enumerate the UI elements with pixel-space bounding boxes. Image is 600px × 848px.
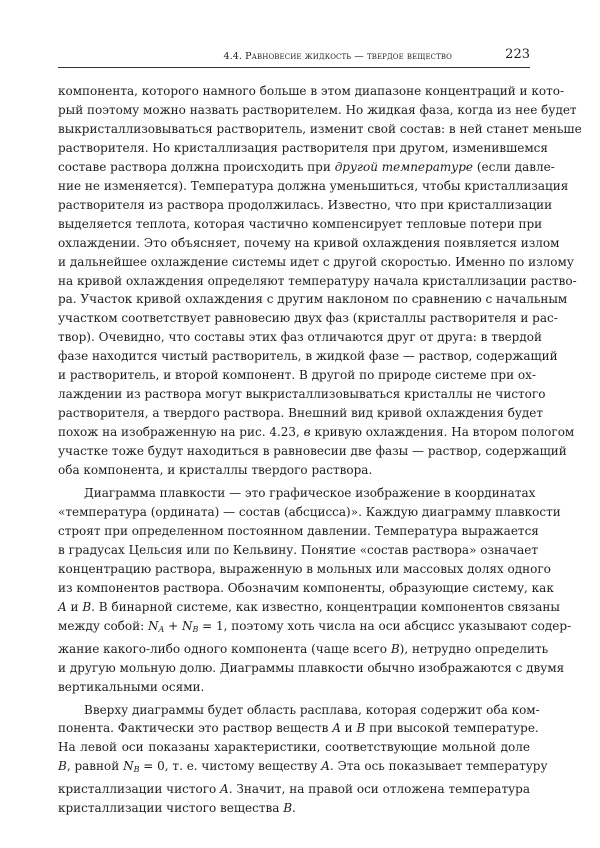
- text-line: строят при определенном постоянном давлении. Температура выражается: [58, 523, 539, 538]
- running-header: [58, 47, 530, 67]
- text-line: ние не изменяется). Температура должна уменьшиться, чтобы кристаллизация: [58, 178, 569, 193]
- text-line: кристаллизации чистого A. Значит, на правой оси отложена температура: [58, 782, 530, 797]
- text-line: Вверху диаграммы будет область расплава, которая содержит оба ком-: [84, 702, 540, 717]
- text-line: компонента, которого намного больше в этом диапазоне концентраций и кото-: [58, 84, 565, 98]
- text-line: выделяется теплота, которая частично компенсирует тепловые потери при: [58, 216, 543, 231]
- text-line: между собой: $N_A + N_B = 1$, поэтому хоть числа на оси абсцисс указывают содер-: [58, 618, 572, 634]
- text-line: растворителя из раствора продолжилась. Известно, что при кристаллизации: [58, 197, 553, 212]
- section-title: 4.4. Равновесие жидкость — твердое вещество: [223, 51, 452, 62]
- page-number: 223: [505, 47, 530, 62]
- text-line: и дальнейшее охлаждение системы идет с другой скоростью. Именно по излому: [58, 254, 574, 269]
- text-line: на кривой охлаждения определяют температуру начала кристаллизации раство-: [58, 273, 577, 288]
- text-line: твор). Очевидно, что составы этих фаз отличаются друг от друга: в твердой: [58, 330, 542, 345]
- text-line: участком соответствует равновесию двух фаз (кристаллы растворителя и рас-: [58, 311, 558, 326]
- text-line: B, равной $N_B = 0$, т. е. чистому веществу A. Эта ось показывает температуру: [58, 759, 548, 775]
- text-line: похож на изображенную на рис. 4.23, в кривую охлаждения. На втором пологом: [58, 425, 575, 440]
- text-line: На левой оси показаны характеристики, соответствующие мольной доле: [58, 740, 530, 755]
- text-line: выкристаллизовываться растворитель, изменит свой состав: в ней станет меньше: [58, 121, 582, 136]
- text-line: A и B. В бинарной системе, как известно, концентрации компонентов связаны: [58, 599, 560, 614]
- text-line: растворителя. Но кристаллизация растворителя при другом, изменившемся: [58, 140, 548, 155]
- text-line: оба компонента, и кристаллы твердого раствора.: [58, 463, 373, 478]
- text-line: растворителя, а твердого раствора. Внешний вид кривой охлаждения будет: [58, 406, 544, 421]
- text-line: рый поэтому можно назвать растворителем. Но жидкая фаза, когда из нее будет: [58, 102, 577, 117]
- text-line: участке тоже будут находиться в равновесии две фазы — раствор, содержащий: [58, 444, 567, 459]
- text-line: понента. Фактически это раствор веществ A и B при высокой температуре.: [58, 721, 539, 736]
- text-line: составе раствора должна происходить при другой температуре (если давле-: [58, 159, 555, 174]
- text-line: кристаллизации чистого вещества B.: [58, 801, 296, 816]
- text-line: и другую мольную долю. Диаграммы плавкости обычно изображаются с двумя: [58, 660, 565, 675]
- text-line: жание какого-либо одного компонента (чаще всего B), нетрудно определить: [58, 641, 549, 656]
- emphasis: другой температуре: [334, 159, 473, 174]
- text-line: концентрацию раствора, выраженную в мольных или массовых долях одного: [58, 561, 551, 576]
- text-line: из компонентов раствора. Обозначим компоненты, образующие систему, как: [58, 580, 554, 595]
- text-line: лаждении из раствора могут выкристаллизовываться кристаллы не чистого: [58, 387, 546, 402]
- text-line: ра. Участок кривой охлаждения с другим наклоном по сравнению с начальным: [58, 292, 568, 307]
- text-line: охлаждении. Это объясняет, почему на кривой охлаждения появляется излом: [58, 235, 560, 250]
- text-line: и растворитель, и второй компонент. В другой по природе системе при ох-: [58, 368, 536, 383]
- text-line: «температура (ордината) — состав (абсцисса)». Каждую диаграмму плавкости: [58, 504, 561, 519]
- emphasis: в: [303, 425, 311, 440]
- header-rule: [58, 67, 530, 68]
- text-line: фазе находится чистый растворитель, в жидкой фазе — раствор, содержащий: [58, 349, 558, 364]
- body-text: [58, 82, 582, 818]
- text-line: вертикальными осями.: [58, 679, 205, 694]
- text-line: Диаграмма плавкости — это графическое изображение в координатах: [84, 486, 536, 501]
- text-line: в градусах Цельсия или по Кельвину. Понятие «состав раствора» означает: [58, 542, 538, 557]
